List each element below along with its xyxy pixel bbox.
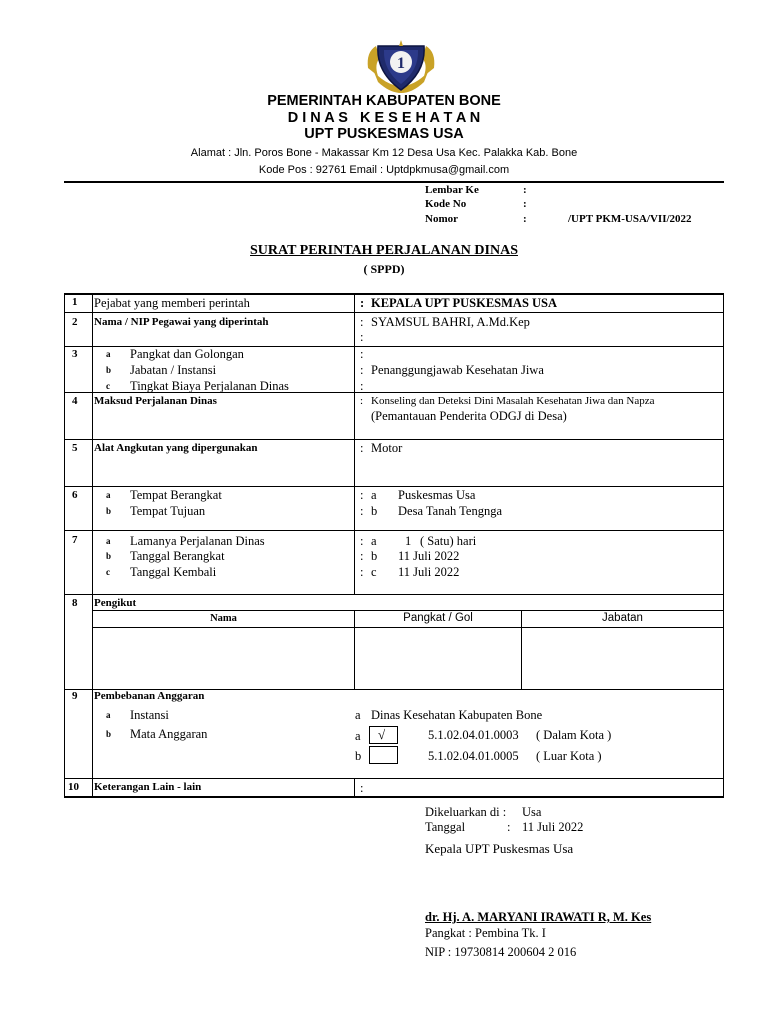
row7-c-value: 11 Juli 2022: [398, 565, 460, 579]
row7-a-label: Lamanya Perjalanan Dinas: [130, 534, 265, 548]
row3-colon: :: [360, 379, 364, 393]
logo-number: 1: [397, 55, 405, 72]
dalam-kota-checkbox[interactable]: [369, 726, 398, 744]
row9-a-value: Dinas Kesehatan Kabupaten Bone: [371, 708, 543, 722]
row5-colon: :: [360, 441, 364, 455]
row6-b-label: Tempat Tujuan: [130, 504, 206, 518]
row7-letter-c: c: [371, 565, 377, 579]
meta-nomor-label: Nomor: [425, 213, 458, 225]
date-label: Tanggal: [425, 820, 466, 834]
col-header-nama: Nama: [210, 613, 237, 624]
row8-label: Pengikut: [94, 597, 137, 609]
row-number: 1: [72, 296, 78, 308]
row-number: 3: [72, 348, 78, 360]
header-address: Alamat : Jln. Poros Bone - Makassar Km 12 Desa Usa Kec. Palakka Kab. Bone: [190, 147, 578, 159]
row9-code1: 5.1.02.04.01.0003: [428, 728, 519, 742]
row3-a-label: Pangkat dan Golongan: [130, 347, 244, 361]
row6-colon: :: [360, 504, 364, 518]
header-gov: PEMERINTAH KABUPATEN BONE: [267, 93, 501, 109]
row-number: 5: [72, 442, 78, 454]
row5-label: Alat Angkutan yang dipergunakan: [94, 442, 258, 454]
header-contact: Kode Pos : 92761 Email : Uptdpkmusa@gmail.com: [258, 164, 510, 176]
row9-code1-note: ( Dalam Kota ): [536, 728, 612, 742]
row2-value: SYAMSUL BAHRI, A.Md.Kep: [371, 315, 530, 329]
letter-b: b: [106, 365, 112, 375]
row7-b-value: 11 Juli 2022: [398, 549, 460, 563]
signer-name: dr. Hj. A. MARYANI IRAWATI R, M. Kes: [425, 910, 652, 924]
issued-label: Dikeluarkan di :: [425, 805, 507, 819]
row7-c-label: Tanggal Kembali: [130, 565, 217, 579]
issued-value: Usa: [522, 805, 542, 819]
doc-subtitle: ( SPPD): [363, 262, 405, 276]
signer-nip: NIP : 19730814 200604 2 016: [425, 945, 577, 959]
row5-value: Motor: [371, 441, 403, 455]
letter-c: c: [106, 381, 110, 391]
signer-rank: Pangkat : Pembina Tk. I: [425, 926, 546, 940]
row7-colon: :: [360, 565, 364, 579]
row3-b-label: Jabatan / Instansi: [130, 363, 217, 377]
row6-a-label: Tempat Berangkat: [130, 488, 222, 502]
row9-b-label: Mata Anggaran: [130, 727, 208, 741]
row3-b-value: Penanggungjawab Kesehatan Jiwa: [371, 363, 544, 377]
row9-code2: 5.1.02.04.01.0005: [428, 749, 519, 763]
row9-letter-a: a: [355, 708, 361, 722]
letter-a: a: [106, 536, 111, 546]
row7-colon: :: [360, 534, 364, 548]
row6-letter-b: b: [371, 504, 378, 518]
row9-label: Pembebanan Anggaran: [94, 690, 205, 702]
row4-label: Maksud Perjalanan Dinas: [94, 395, 217, 407]
row-number: 8: [72, 597, 78, 609]
luar-kota-checkbox[interactable]: [369, 746, 398, 764]
row-number: 6: [72, 489, 78, 501]
header-dept: D I N A S K E S E H A T A N: [287, 110, 481, 126]
header-unit: UPT PUSKESMAS USA: [304, 126, 464, 142]
row6-colon: :: [360, 488, 364, 502]
letter-b: b: [106, 729, 112, 739]
row6-letter-a: a: [371, 488, 377, 502]
letter-a: a: [106, 349, 111, 359]
signer-position: Kepala UPT Puskesmas Usa: [425, 841, 574, 856]
row9-code2-note: ( Luar Kota ): [536, 749, 602, 763]
row-number: 7: [72, 534, 78, 546]
row6-a-value: Puskesmas Usa: [398, 488, 476, 502]
row-number: 10: [68, 781, 79, 793]
row10-colon: :: [360, 781, 364, 795]
header-rule: [64, 181, 724, 183]
row-number: 9: [72, 690, 78, 702]
row9-a-label: Instansi: [130, 708, 169, 722]
meta-colon: :: [523, 213, 527, 225]
row-number: 2: [72, 316, 78, 328]
row1-colon: :: [360, 296, 365, 310]
letter-a: a: [106, 710, 111, 720]
row3-colon: :: [360, 347, 364, 361]
row7-b-label: Tanggal Berangkat: [130, 549, 225, 563]
meta-colon: :: [523, 184, 527, 196]
row7-colon: :: [360, 549, 364, 563]
row7-letter-b: b: [371, 549, 378, 563]
row9-letter-b: b: [355, 749, 362, 763]
row2-colon: :: [360, 315, 364, 329]
meta-nomor-value: /UPT PKM-USA/VII/2022: [568, 213, 692, 225]
row7-a-num: 1: [405, 534, 412, 548]
meta-kode-label: Kode No: [425, 198, 467, 210]
doc-title: SURAT PERINTAH PERJALANAN DINAS: [250, 243, 518, 258]
date-value: 11 Juli 2022: [522, 820, 584, 834]
letter-b: b: [106, 506, 112, 516]
row3-c-label: Tingkat Biaya Perjalanan Dinas: [130, 379, 289, 393]
row10-label: Keterangan Lain - lain: [94, 781, 202, 793]
row4-value-2: (Pemantauan Penderita ODGJ di Desa): [371, 409, 567, 423]
row-number: 4: [72, 395, 78, 407]
row4-value-1: Konseling dan Deteksi Dini Masalah Kesehatan Jiwa dan Napza: [371, 395, 655, 407]
letter-c: c: [106, 567, 110, 577]
letter-a: a: [106, 490, 111, 500]
col-header-jabatan: Jabatan: [602, 612, 643, 624]
row4-colon: :: [360, 395, 364, 407]
row2-label: Nama / NIP Pegawai yang diperintah: [94, 316, 269, 328]
row3-colon: :: [360, 363, 364, 377]
row1-value: KEPALA UPT PUSKESMAS USA: [371, 296, 558, 310]
row9-letter-a2: a: [355, 729, 361, 743]
row7-letter-a: a: [371, 534, 377, 548]
letter-b: b: [106, 551, 112, 561]
col-header-pangkat: Pangkat / Gol: [403, 612, 473, 624]
row2-colon-2: :: [360, 330, 364, 344]
row7-a-value: ( Satu) hari: [420, 534, 477, 548]
row1-label: Pejabat yang memberi perintah: [94, 296, 250, 310]
row6-b-value: Desa Tanah Tengnga: [398, 504, 503, 518]
logo: [362, 38, 440, 98]
check-mark-icon: √: [378, 727, 386, 742]
date-colon: :: [507, 820, 511, 834]
meta-colon: :: [523, 198, 527, 210]
meta-lembar-label: Lembar Ke: [425, 184, 479, 196]
